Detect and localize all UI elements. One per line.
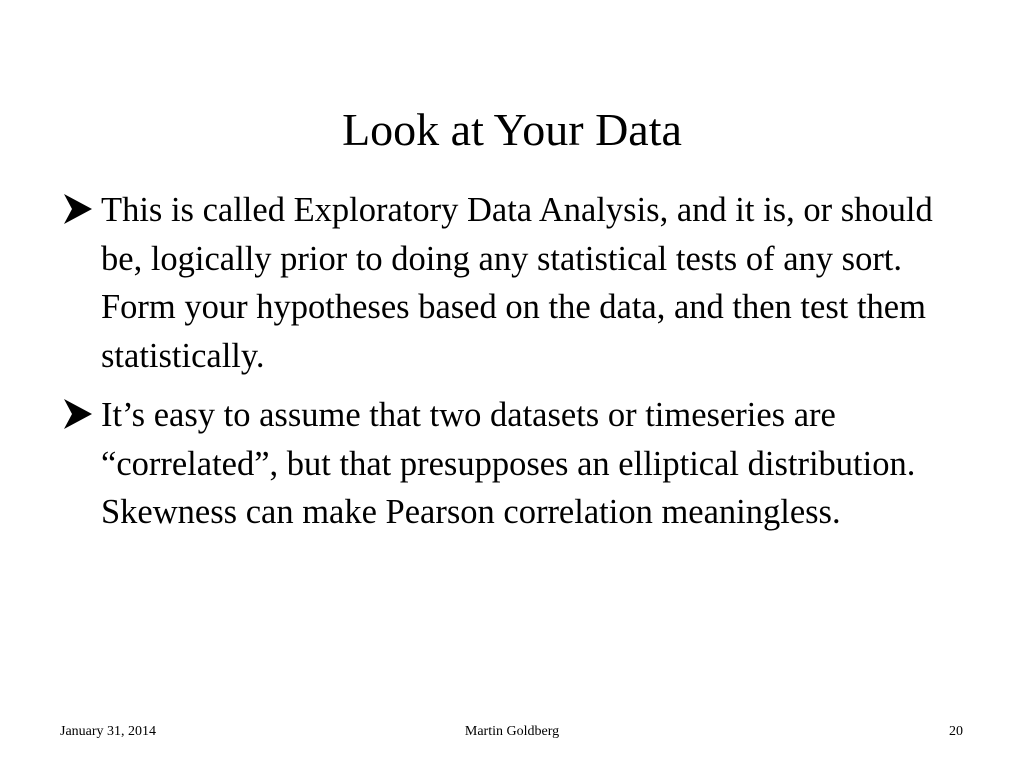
- arrowhead-bullet-icon: [61, 187, 97, 233]
- bullet-item: [60, 391, 970, 537]
- bullet-text: This is called Exploratory Data Analysis, and it is, or should be, logically prior to doing any statistical tests of any sort. Form your hypotheses based on the data, and then test them statistically.: [101, 191, 933, 375]
- footer-author: Martin Goldberg: [464, 724, 560, 739]
- slide-title: Look at Your Data: [342, 104, 682, 155]
- footer-page-number: 20: [949, 724, 963, 739]
- arrowhead-bullet-icon: [61, 392, 97, 438]
- footer-date: January 31, 2014: [60, 724, 157, 739]
- bullet-item: [60, 186, 970, 380]
- bullet-list: [60, 186, 970, 548]
- bullet-text: It’s easy to assume that two datasets or timeseries are “correlated”, but that presupposes an elliptical distribution. Skewness can make Pearson correlation meaningless.: [101, 396, 916, 531]
